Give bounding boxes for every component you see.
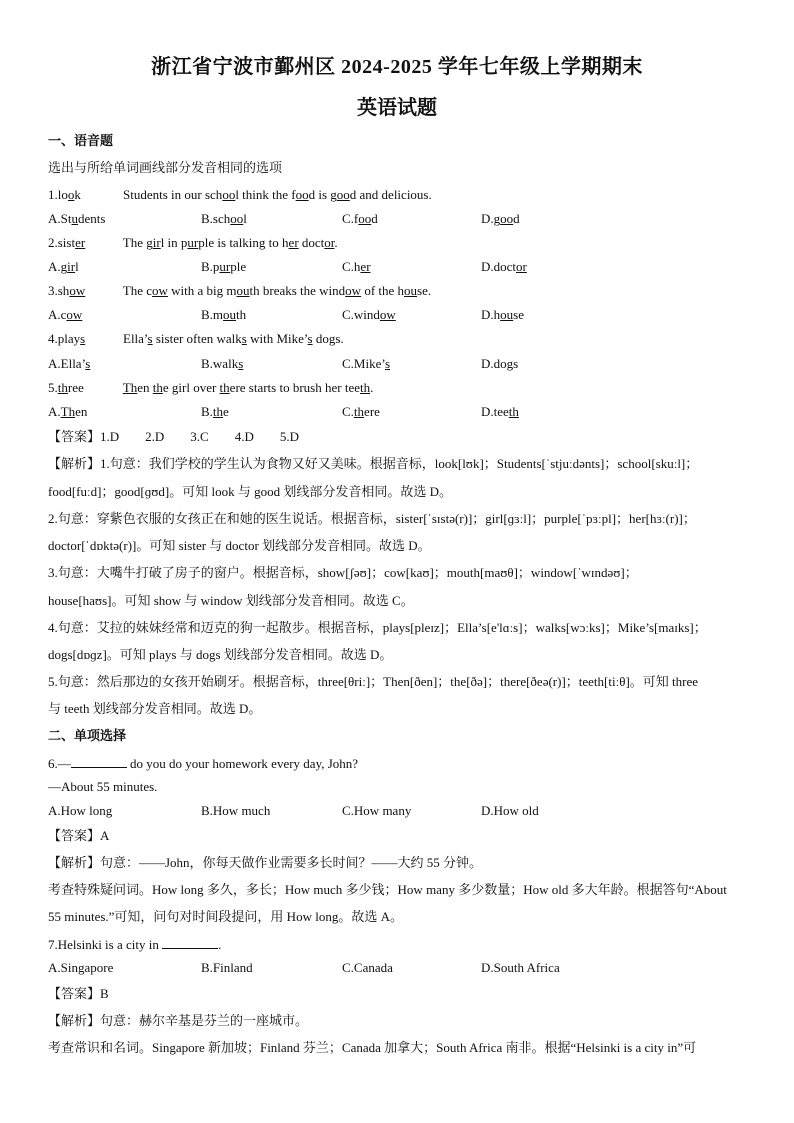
q3-option-b: B.mouth: [201, 307, 247, 322]
q2-option-c: C.her: [342, 259, 371, 274]
q1-s6: d and delicious.: [349, 187, 432, 202]
q3-word: show: [57, 283, 86, 298]
q1-sentence: [123, 187, 432, 202]
q6-option-b: B.How much: [201, 803, 271, 818]
q5-option-c: C.there: [342, 404, 380, 419]
q2-option-d: D.doctor: [481, 259, 527, 274]
q4-option-d: D.dogs: [481, 356, 519, 371]
q6-blank: [71, 755, 127, 768]
q7-option-a: A.Singapore: [48, 960, 114, 975]
q4-option-a: A.Ella’s: [48, 356, 91, 371]
q4-option-b: B.walks: [201, 356, 244, 371]
q1-s1: oo: [222, 187, 236, 202]
q4-option-c: C.Mike’s: [342, 356, 391, 371]
q1-s3: oo: [295, 187, 309, 202]
section1-instruction: 选出与所给单词画线部分发音相同的选项: [48, 160, 283, 175]
exam-title: 浙江省宁波市鄞州区 2024-2025 学年七年级上学期期末: [151, 56, 643, 78]
q1-s5: oo: [336, 187, 350, 202]
q5-option-b: B.the: [201, 404, 229, 419]
q3-sentence: The cow with a big mouth breaks the window of the house.: [122, 283, 432, 298]
analysis-line: doctor[ˈdɒktə(r)]。可知 sister 与 doctor 划线部分发音相同。故选 D。: [48, 538, 431, 553]
q7-option-c: C.Canada: [342, 960, 393, 975]
section1-answer: 【答案】1.D 2.D 3.C 4.D 5.D: [48, 429, 299, 444]
q1-word-b: k: [74, 187, 81, 202]
section1-heading: 一、语音题: [48, 133, 114, 148]
q1-option-a: A.Students: [48, 211, 106, 226]
question-1: [48, 187, 432, 203]
analysis-line: 与 teeth 划线部分发音相同。故选 D。: [48, 701, 262, 716]
q3-option-c: C.window: [342, 307, 396, 322]
q7-option-d: D.South Africa: [481, 960, 560, 975]
q5-option-d: D.teeth: [481, 404, 519, 419]
q5-sentence: Then the girl over there starts to brush her teeth.: [122, 380, 374, 395]
question-3: [48, 283, 431, 299]
q7-stem-a: 7.Helsinki is a city in: [48, 937, 163, 952]
analysis-line: house[haʊs]。可知 show 与 window 划线部分发音相同。故选 C。: [48, 593, 414, 608]
q2-option-a: A.girl: [48, 259, 79, 274]
exam-subtitle: 英语试题: [357, 97, 437, 119]
q6-option-a: A.How long: [48, 803, 113, 818]
question-7: [48, 936, 221, 953]
analysis-line: 4.句意：艾拉的妹妹经常和迈克的狗一起散步。根据音标，plays[pleɪz]；Ella’s[e'lɑːs]；walks[wɔːks]；Mike’s[maɪks]；: [48, 620, 707, 635]
q7-blank: [162, 936, 218, 949]
q1-s2: l think the f: [235, 187, 296, 202]
analysis-line: 3.句意：大嘴牛打破了房子的窗户。根据音标，show[ʃəʊ]；cow[kaʊ]；mouth[maʊθ]；window[ˈwɪndəʊ]；: [48, 565, 638, 580]
q2-number: 2.: [48, 235, 58, 250]
q6-stem-b: do you do your homework every day, John?: [126, 756, 359, 771]
q6-option-c: C.How many: [342, 803, 412, 818]
analysis-line: 【解析】1.句意：我们学校的学生认为食物又好又美味。根据音标，look[lʊk]；Students[ˈstjuːdənts]；school[skuːl]；: [48, 456, 699, 471]
q5-word: three: [57, 380, 84, 395]
analysis-line: dogs[dɒɡz]。可知 plays 与 dogs 划线部分发音相同。故选 D。: [48, 647, 393, 662]
analysis-line: 5.句意：然后那边的女孩开始刷牙。根据音标，three[θriː]；Then[ðen]；the[ðə]；there[ðeə(r)]；teeth[tiːθ]。可知 three: [48, 674, 699, 689]
q1-word: [58, 187, 120, 203]
q7-answer: 【答案】B: [48, 986, 109, 1001]
q2-word: sister: [57, 235, 86, 250]
q7-stem-b: .: [218, 937, 222, 952]
question-2: [48, 235, 338, 251]
question-4: [48, 331, 344, 347]
q5-option-a: A.Then: [48, 404, 88, 419]
q1-word-underlined: o: [67, 187, 75, 202]
q3-option-a: A.cow: [48, 307, 83, 322]
q6-stem-a: 6.—: [48, 756, 71, 771]
q1-s0: Students in our sch: [123, 187, 223, 202]
q7-analysis: 考查常识和名词。Singapore 新加坡；Finland 芬兰；Canada 加拿大；South Africa 南非。根据“Helsinki is a city in”可: [48, 1040, 697, 1055]
q6-option-d: D.How old: [481, 803, 539, 818]
q1-option-c: C.food: [342, 211, 378, 226]
q1-option-b: B.school: [201, 211, 247, 226]
q6-analysis: 【解析】句意：——John，你每天做作业需要多长时间？——大约 55 分钟。: [48, 855, 483, 870]
q1-number: 1.: [48, 187, 58, 202]
q2-sentence: The girl in purple is talking to her doctor.: [122, 235, 338, 250]
q6-analysis: 55 minutes.”可知，问句对时间段提问，用 How long。故选 A。: [48, 909, 403, 924]
q7-analysis: 【解析】句意：赫尔辛基是芬兰的一座城市。: [48, 1013, 309, 1028]
q3-option-d: D.house: [481, 307, 524, 322]
analysis-line: 2.句意：穿紫色衣服的女孩正在和她的医生说话。根据音标，sister[ˈsɪstə(r)]；girl[ɡɜːl]；purple[ˈpɜːpl]；her[hɜː(r)]；: [48, 511, 696, 526]
q1-option-d: D.good: [481, 211, 520, 226]
q3-number: 3.: [48, 283, 58, 298]
q4-word: plays: [57, 331, 86, 346]
q2-option-b: B.purple: [201, 259, 247, 274]
q4-sentence: Ella’s sister often walks with Mike’s dogs.: [123, 331, 344, 346]
analysis-line: food[fuːd]；good[ɡʊd]。可知 look 与 good 划线部分发音相同。故选 D。: [48, 484, 452, 499]
q4-number: 4.: [48, 331, 58, 346]
q5-number: 5.: [48, 380, 58, 395]
q1-word-a: lo: [57, 187, 68, 202]
q6-answer: 【答案】A: [48, 828, 110, 843]
section2-heading: 二、单项选择: [48, 728, 127, 743]
q1-s4: d is g: [308, 187, 337, 202]
question-5: [48, 380, 373, 396]
q6-reply: —About 55 minutes.: [48, 779, 158, 794]
q7-option-b: B.Finland: [201, 960, 253, 975]
question-6: [48, 755, 358, 772]
q6-analysis: 考查特殊疑问词。How long 多久，多长；How much 多少钱；How many 多少数量；How old 多大年龄。根据答句“About: [48, 882, 727, 897]
